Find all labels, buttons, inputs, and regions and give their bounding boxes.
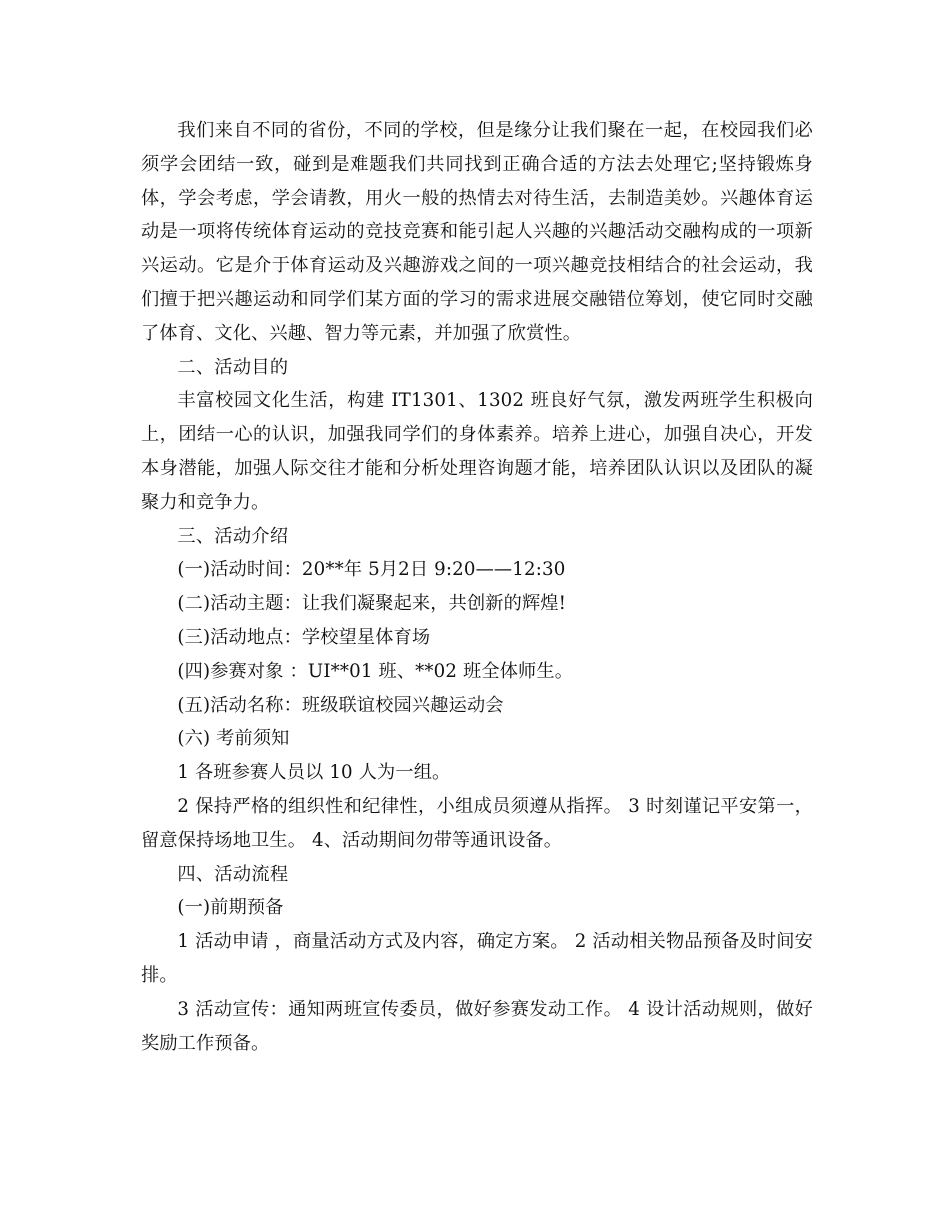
intro-paragraph: 我们来自不同的省份，不同的学校，但是缘分让我们聚在一起，在校园我们必须学会团结一致，碰到是难题我们共同找到正确合适的方法去处理它;坚持锻炼身体，学会考虑，学会请教，用火一般的热情去对待生活，去制造美妙。兴趣体育运动是一项将传统体育运动的竞技竞赛和能引起人兴趣的兴趣活动交融构成的一项新兴运动。它是介于体育运动及兴趣游戏之间的一项兴趣竞技相结合的社会运动，我们擅于把兴趣运动和同学们某方面的学习的需求进展交融错位筹划，使它同时交融了体育、文化、兴趣、智力等元素，并加强了欣赏性。	[141, 120, 813, 344]
activity-time-item: (一)活动时间：20**年 5月2日 9:20——12:30	[177, 559, 566, 581]
notes-subheading: (六) 考前须知	[177, 728, 290, 750]
preparation-items-3-4: 3 活动宣传：通知两班宣传委员，做好参赛发动工作。 4 设计活动规则，做好奖励工作预备。	[141, 998, 813, 1054]
notes-item-2-3-4: 2 保持严格的组织性和纪律性，小组成员须遵从指挥。 3 时刻谨记平安第一，留意保持场地卫生。 4、活动期间勿带等通讯设备。	[141, 795, 813, 851]
section-heading-activity-process: 四、活动流程	[177, 863, 289, 885]
section-heading-activity-purpose: 二、活动目的	[177, 356, 289, 378]
section-heading-activity-introduction: 三、活动介绍	[177, 525, 289, 547]
activity-location-item: (三)活动地点：学校望星体育场	[177, 626, 431, 648]
activity-theme-item: (二)活动主题：让我们凝聚起来，共创新的辉煌!	[177, 593, 567, 615]
notes-item-1: 1 各班参赛人员以 10 人为一组。	[177, 762, 451, 784]
activity-name-item: (五)活动名称：班级联谊校园兴趣运动会	[177, 694, 504, 716]
activity-purpose-paragraph: 丰富校园文化生活，构建 IT1301、1302 班良好气氛，激发两班学生积极向上，团结一心的认识，加强我同学们的身体素养。培养上进心，加强自决心，开发本身潜能，加强人际交往才能和分析处理咨询题才能，培养团队认识以及团队的凝聚力和竞争力。	[141, 390, 813, 513]
preparation-items-1-2: 1 活动申请 ，商量活动方式及内容，确定方案。 2 活动相关物品预备及时间安排。	[141, 931, 813, 986]
participants-item: (四)参赛对象 ：UI**01 班、**02 班全体师生。	[177, 660, 574, 682]
document-body	[141, 114, 813, 1060]
preparation-subheading: (一)前期预备	[177, 897, 284, 919]
